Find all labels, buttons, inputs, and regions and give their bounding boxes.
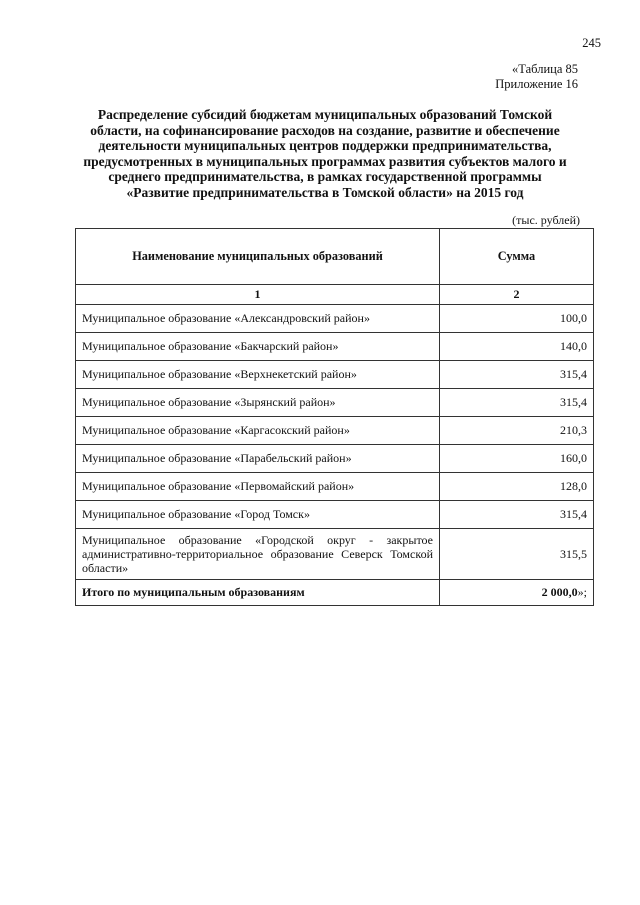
- table-label: «Таблица 85: [512, 62, 578, 76]
- municipality-name: Муниципальное образование «Городской округ - закрытое административно-территориальное образование Северск Томской области»: [76, 529, 440, 580]
- amount: 100,0: [440, 305, 594, 333]
- title-line: деятельности муниципальных центров поддержки предпринимательства,: [98, 138, 552, 154]
- title-line: предусмотренных в муниципальных программах развития субъектов малого и: [83, 153, 567, 169]
- table-reference: [495, 62, 578, 92]
- table-row: [76, 361, 594, 389]
- column-number: 1: [76, 285, 440, 305]
- municipality-name: Муниципальное образование «Бакчарский район»: [76, 333, 440, 361]
- amount: 160,0: [440, 445, 594, 473]
- title-line: среднего предпринимательства, в рамках государственной программы: [108, 169, 542, 185]
- municipality-name: Муниципальное образование «Верхнекетский район»: [76, 361, 440, 389]
- amount: 140,0: [440, 333, 594, 361]
- header-name: Наименование муниципальных образований: [76, 229, 440, 285]
- amount: 315,4: [440, 501, 594, 529]
- municipality-name: Муниципальное образование «Парабельский район»: [76, 445, 440, 473]
- subsidy-table: [75, 228, 594, 606]
- amount: 315,5: [440, 529, 594, 580]
- table-row: [76, 445, 594, 473]
- municipality-name: Муниципальное образование «Зырянский район»: [76, 389, 440, 417]
- amount: 315,4: [440, 389, 594, 417]
- table-row: [76, 473, 594, 501]
- table-row: [76, 333, 594, 361]
- title-line: области, на софинансирование расходов на создание, развитие и обеспечение: [90, 122, 560, 138]
- municipality-name: Муниципальное образование «Александровский район»: [76, 305, 440, 333]
- table-row: [76, 417, 594, 445]
- total-row: [76, 580, 594, 606]
- table-header-row: [76, 229, 594, 285]
- column-number-row: [76, 285, 594, 305]
- title-line: Распределение субсидий бюджетам муниципальных образований Томской: [97, 107, 553, 122]
- closing-quote: »;: [577, 585, 587, 599]
- column-number: 2: [440, 285, 594, 305]
- amount: 128,0: [440, 473, 594, 501]
- units-note: (тыс. рублей): [512, 213, 580, 227]
- appendix-label: Приложение 16: [495, 77, 578, 91]
- amount: 315,4: [440, 361, 594, 389]
- header-sum: Сумма: [440, 229, 594, 285]
- municipality-name: Муниципальное образование «Первомайский район»: [76, 473, 440, 501]
- municipality-name: Муниципальное образование «Каргасокский район»: [76, 417, 440, 445]
- municipality-name: Муниципальное образование «Город Томск»: [76, 501, 440, 529]
- table-row: [76, 501, 594, 529]
- total-amount: [440, 580, 594, 606]
- total-value: 2 000,0: [541, 585, 578, 599]
- amount: 210,3: [440, 417, 594, 445]
- table-row: [76, 529, 594, 580]
- table-row: [76, 305, 594, 333]
- page-number: 245: [582, 36, 601, 50]
- table-row: [76, 389, 594, 417]
- document-title: [70, 107, 580, 201]
- title-line: «Развитие предпринимательства в Томской области» на 2015 год: [126, 184, 524, 200]
- total-label: Итого по муниципальным образованиям: [76, 580, 440, 606]
